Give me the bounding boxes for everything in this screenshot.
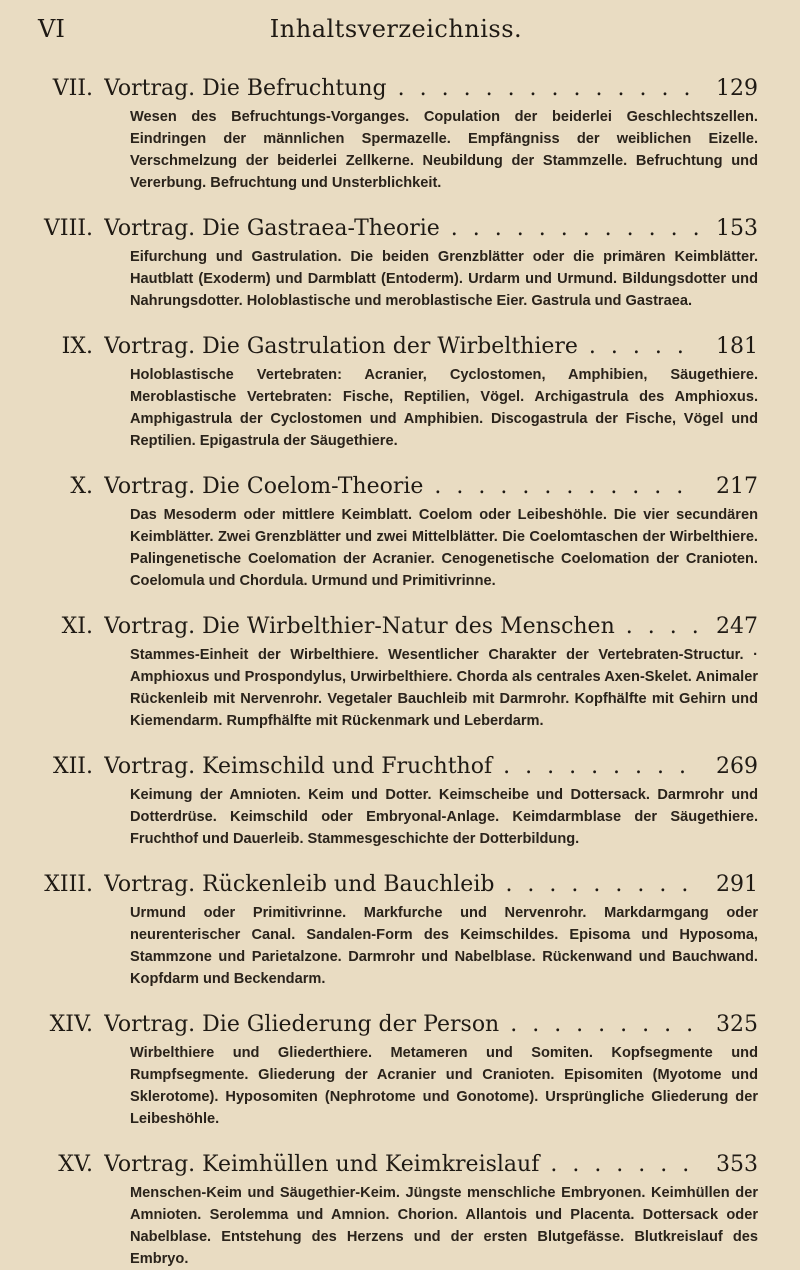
entry-heading [0, 1008, 800, 1042]
entry-title: Vortrag. Die Wirbelthier-Natur des Menschen . . . [104, 610, 698, 644]
toc-entry-xiii [0, 868, 800, 990]
page-title: Inhaltsverzeichniss. [269, 15, 523, 43]
entry-numeral: X. [70, 474, 93, 499]
entry-summary: Wirbelthiere und Gliederthiere. Metameren und Somiten. Kopfsegmente und Rumpfsegmente. Gliederung der Acranier und Cranioten. Episomiten (Myotome und Sklerotome). Hyposomiten (Nephrotome und Gonotome). Ursprüngliche Gliederung der Leibeshöhle. [130, 1045, 758, 1127]
entry-heading [0, 750, 800, 784]
entry-summary: Stammes-Einheit der Wirbelthiere. Wesentlicher Charakter der Vertebraten-Structur. · Amphioxus und Prospondylus, Urwirbelthiere. Chorda als centrales Axen-Skelet. Animaler Rückenleib mit Nervenrohr. Vegetaler Bauchleib mit Darmrohr. Kopfhälfte mit Gehirn und Kiemendarm. Rumpfhälfte mit Rückenmark und Leberdarm. [130, 647, 758, 729]
toc-entry-xi [0, 610, 800, 732]
entry-heading [0, 470, 800, 504]
entry-numeral: XIII. [44, 872, 93, 897]
entry-summary: Urmund oder Primitivrinne. Markfurche und Nervenrohr. Markdarmgang oder neurenterischer Canal. Sandalen-Form des Keimschildes. Episoma und Hyposoma, Stammzone und Parietalzone. Darmrohr und Nabelblase. Rückenwand und Bauchwand. Kopfdarm und Beckendarm. [130, 905, 758, 987]
entry-title: Vortrag. Die Gastraea-Theorie . . . [104, 212, 698, 246]
entry-title: Vortrag. Die Gastrulation der Wirbelthiere . . . [104, 330, 698, 364]
toc-entry-xii [0, 750, 800, 850]
table-of-contents [0, 72, 800, 1270]
entry-summary: Das Mesoderm oder mittlere Keimblatt. Coelom oder Leibeshöhle. Die vier secundären Keimblätter. Zwei Grenzblätter und zwei Mittelblätter. Die Coelomtaschen der Wirbelthiere. Palingenetische Coelomation der Acranier. Cenogenetische Coelomation der Cranioten. Coelomula und Chordula. Urmund und Primitivrinne. [130, 507, 758, 589]
entry-numeral: IX. [61, 334, 93, 359]
entry-page-number: 353 [716, 1152, 758, 1177]
entry-summary: Keimung der Amnioten. Keim und Dotter. Keimscheibe und Dottersack. Darmrohr und Dotterdrüse. Keimschild oder Embryonal-Anlage. Keimdarmblase der Säugethiere. Fruchthof und Dauerleib. Stammesgeschichte der Dotterbildung. [130, 787, 758, 847]
entry-numeral: VII. [52, 76, 93, 101]
entry-title: Vortrag. Rückenleib und Bauchleib . . . [104, 868, 698, 902]
entry-summary: Eifurchung und Gastrulation. Die beiden Grenzblätter oder die primären Keimblätter. Hautblatt (Exoderm) und Darmblatt (Entoderm). Urdarm und Urmund. Bildungsdotter und Nahrungsdotter. Holoblastische und meroblastische Eier. Gastrula und Gastraea. [130, 249, 758, 309]
entry-summary: Holoblastische Vertebraten: Acranier, Cyclostomen, Amphibien, Säugethiere. Meroblastische Vertebraten: Fische, Reptilien, Vögel. Archigastrula des Amphioxus. Amphigastrula der Cyclostomen und Amphibien. Discogastrula der Fische, Vögel und Reptilien. Epigastrula der Säugethiere. [130, 367, 758, 449]
entry-page-number: 217 [716, 474, 758, 499]
toc-entry-xiv [0, 1008, 800, 1130]
entry-title: Vortrag. Die Befruchtung . . . [104, 72, 698, 106]
toc-entry-x [0, 470, 800, 592]
toc-entry-viii [0, 212, 800, 312]
toc-entry-xv [0, 1148, 800, 1270]
toc-entry-ix [0, 330, 800, 452]
entry-heading [0, 212, 800, 246]
entry-summary: Wesen des Befruchtungs-Vorganges. Copulation der beiderlei Geschlechtszellen. Eindringen der männlichen Spermazelle. Empfängniss der weiblichen Eizelle. Verschmelzung der beiderlei Zellkerne. Neubildung der Stammzelle. Befruchtung und Vererbung. Befruchtung und Unsterblichkeit. [130, 109, 758, 191]
entry-title: Vortrag. Keimhüllen und Keimkreislauf . . . [104, 1148, 698, 1182]
entry-heading [0, 868, 800, 902]
entry-page-number: 247 [716, 614, 758, 639]
entry-page-number: 129 [716, 76, 758, 101]
entry-page-number: 181 [716, 334, 758, 359]
entry-numeral: XI. [61, 614, 93, 639]
entry-numeral: XIV. [49, 1012, 93, 1037]
entry-numeral: VIII. [44, 216, 93, 241]
page-folio: VI [38, 15, 65, 43]
entry-page-number: 291 [716, 872, 758, 897]
entry-page-number: 325 [716, 1012, 758, 1037]
entry-page-number: 269 [716, 754, 758, 779]
entry-heading [0, 1148, 800, 1182]
entry-summary: Menschen-Keim und Säugethier-Keim. Jüngste menschliche Embryonen. Keimhüllen der Amnioten. Serolemma und Amnion. Chorion. Allantois und Placenta. Dottersack oder Nabelblase. Entstehung des Herzens und der ersten Blutgefässe. Blutkreislauf des Embryo. [130, 1185, 758, 1267]
entry-title: Vortrag. Die Coelom-Theorie . . . [104, 470, 698, 504]
entry-title: Vortrag. Die Gliederung der Person . . . [104, 1008, 698, 1042]
entry-page-number: 153 [716, 216, 758, 241]
entry-heading [0, 610, 800, 644]
toc-entry-vii [0, 72, 800, 194]
entry-heading [0, 330, 800, 364]
entry-numeral: XII. [52, 754, 93, 779]
running-head [38, 14, 754, 44]
entry-numeral: XV. [58, 1152, 93, 1177]
entry-title: Vortrag. Keimschild und Fruchthof . . . [104, 750, 698, 784]
entry-heading [0, 72, 800, 106]
